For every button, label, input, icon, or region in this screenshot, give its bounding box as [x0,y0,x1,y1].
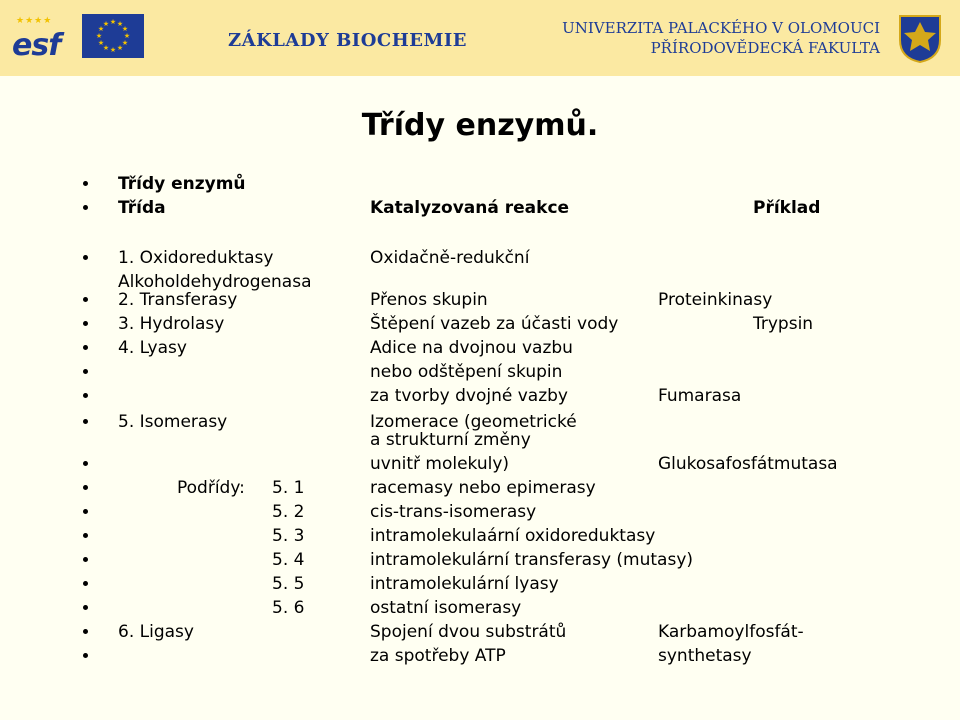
bullet-icon [83,419,88,424]
bullet-icon [83,393,88,398]
enzyme-example: synthetasy [658,646,752,666]
table-row [0,336,960,360]
subclass-row [0,572,960,596]
subclasses-label: Podřídy: [177,478,245,498]
reaction-type: Oxidačně-redukční [370,248,530,268]
enzyme-example: Karbamoylfosfát- [658,622,804,642]
bullet-icon [83,461,88,466]
subclass-row [0,596,960,620]
reaction-type: Štěpení vazeb za účasti vody [370,314,619,334]
reaction-type: uvnitř molekuly) [370,454,510,474]
svg-text:★: ★ [95,32,103,40]
eu-flag-icon [82,14,144,58]
section-heading: Třídy enzymů [118,174,246,194]
subclass-row [0,476,960,500]
subclass-name: intramolekulární transferasy (mutasy) [370,550,694,570]
bullet-icon [83,629,88,634]
svg-text:★: ★ [123,32,131,40]
university-crest-icon [898,14,942,64]
column-header-row [0,196,960,220]
subclass-row [0,524,960,548]
table-row [0,384,960,408]
bullet-icon [83,533,88,538]
table-row [0,246,960,292]
svg-text:★: ★ [109,18,117,26]
enzyme-example: Trypsin [753,314,814,334]
svg-text:★: ★ [121,39,129,47]
column-header-reaction: Katalyzovaná reakce [370,198,570,218]
enzyme-class: 4. Lyasy [118,338,187,358]
subclass-code: 5. 2 [272,502,305,522]
table-row [0,312,960,336]
bullet-icon [83,255,88,260]
subclass-name: cis-trans-isomerasy [370,502,537,522]
bullet-icon [83,653,88,658]
subclass-code: 5. 6 [272,598,305,618]
reaction-type: Adice na dvojnou vazbu [370,338,573,358]
table-row [0,620,960,644]
svg-text:★: ★ [116,20,124,28]
bullet-icon [83,557,88,562]
subclass-row [0,500,960,524]
reaction-type: Izomerace (geometrické [370,412,577,432]
svg-text:★: ★ [109,46,117,54]
bullet-icon [83,369,88,374]
bullet-icon [83,297,88,302]
subclass-name: intramolekulaární oxidoreduktasy [370,526,656,546]
enzyme-example: Proteinkinasy [658,290,773,310]
column-header-class: Třída [118,198,166,218]
enzyme-class: 2. Transferasy [118,290,238,310]
enzyme-class: 6. Ligasy [118,622,194,642]
reaction-type: za tvorby dvojné vazby [370,386,568,406]
slide-title: Třídy enzymů. [361,108,599,143]
bullet-icon [83,181,88,186]
esf-logo-text: esf [12,28,61,63]
enzyme-example: Glukosafosfátmutasa [658,454,838,474]
subclass-name: intramolekulární lyasy [370,574,559,594]
bullet-icon [83,509,88,514]
reaction-type-cont: a strukturní změny [370,430,531,450]
enzyme-example: Fumarasa [658,386,742,406]
column-header-example: Příklad [753,198,821,218]
reaction-type: za spotřeby ATP [370,646,506,666]
enzyme-class: 3. Hydrolasy [118,314,225,334]
subclass-code: 5. 1 [272,478,305,498]
svg-text:★: ★ [97,25,105,33]
esf-logo [10,12,76,64]
svg-text:★: ★ [102,20,110,28]
subclass-code: 5. 5 [272,574,305,594]
reaction-type: Přenos skupin [370,290,488,310]
svg-text:★: ★ [121,25,129,33]
bullet-icon [83,581,88,586]
bullet-icon [83,205,88,210]
subclass-code: 5. 4 [272,550,305,570]
table-row [0,360,960,384]
svg-text:★: ★ [102,44,110,52]
bullet-icon [83,485,88,490]
bullet-icon [83,345,88,350]
enzyme-class: 5. Isomerasy [118,412,228,432]
subclass-row [0,548,960,572]
subclass-name: racemasy nebo epimerasy [370,478,596,498]
list-item [0,172,960,196]
enzyme-class: 1. Oxidoreduktasy [118,248,274,268]
subclass-name: ostatní isomerasy [370,598,522,618]
table-row [0,452,960,476]
reaction-type: nebo odštěpení skupin [370,362,563,382]
table-row [0,288,960,312]
bullet-icon [83,605,88,610]
subclass-code: 5. 3 [272,526,305,546]
enzyme-example: Alkoholdehydrogenasa [118,272,312,292]
reaction-type: Spojení dvou substrátů [370,622,567,642]
university-line-1: UNIVERZITA PALACKÉHO V OLOMOUCI [562,19,880,37]
esf-stars-icon: ★★★★ [16,16,53,26]
table-row [0,410,960,450]
university-line-2: PŘÍRODOVĚDECKÁ FAKULTA [650,39,880,57]
svg-text:★: ★ [116,44,124,52]
bullet-icon [83,321,88,326]
svg-text:★: ★ [97,39,105,47]
course-title: ZÁKLADY BIOCHEMIE [228,30,468,51]
university-name [546,18,880,58]
table-row [0,644,960,668]
slide-header [0,0,960,76]
